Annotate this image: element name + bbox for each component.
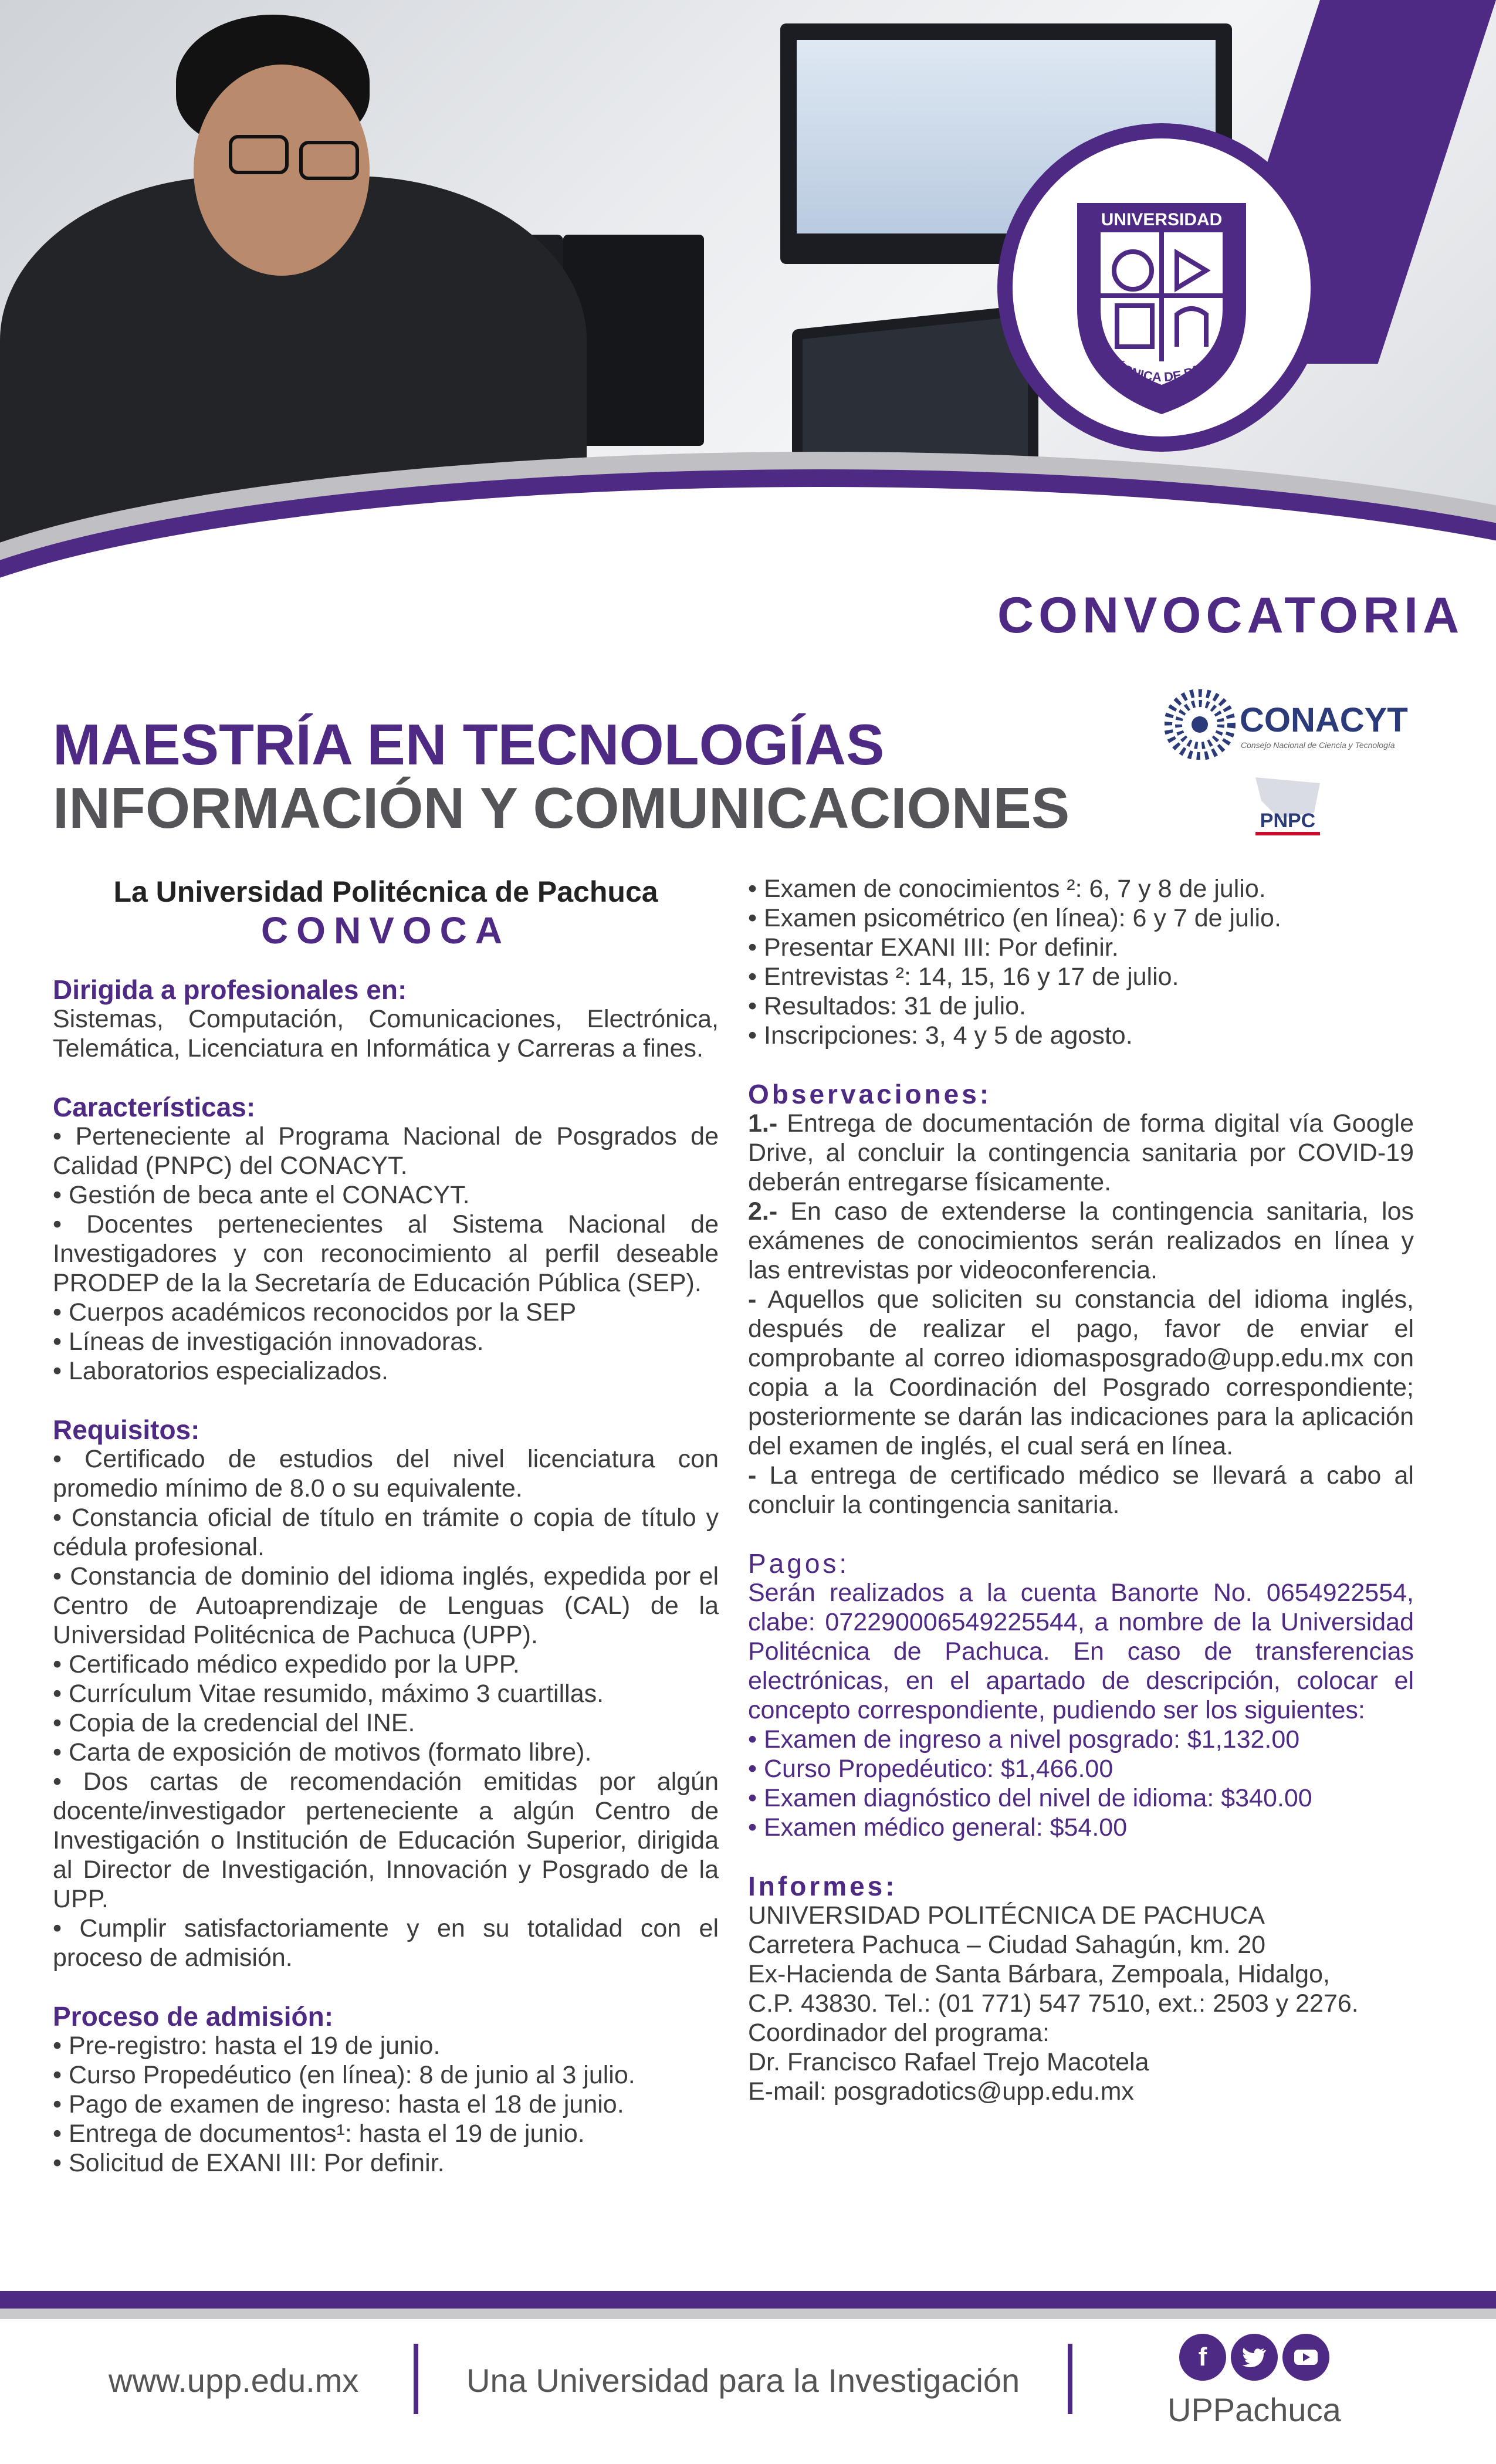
requisitos-heading: Requisitos:	[53, 1414, 200, 1445]
proceso-list	[53, 2031, 719, 2178]
hero-banner	[0, 0, 1496, 663]
facebook-icon[interactable]: f	[1179, 2334, 1226, 2381]
list-item: • Gestión de beca ante el CONACYT.	[53, 1181, 470, 1209]
observaciones-list	[748, 1109, 1414, 1519]
list-item: • Entrega de documentos¹: hasta el 19 de junio.	[53, 2120, 585, 2148]
list-item: • Docentes pertenecientes al Sistema Nacional de Investigadores y con reconocimiento al perfil deseable PRODEP de la la Secretaría de Educación Pública (SEP).	[53, 1210, 719, 1297]
list-item: • Examen de conocimientos ²: 6, 7 y 8 de julio.	[748, 875, 1266, 903]
svg-text:POLITÉCNICA DE PACHUCA: POLITÉCNICA DE PACHUCA	[1084, 336, 1240, 385]
list-item: • Curso Propedéutico: $1,466.00	[748, 1755, 1113, 1783]
list-item: • Solicitud de EXANI III: Por definir.	[53, 2149, 445, 2177]
list-item: • Curso Propedéutico (en línea): 8 de junio al 3 julio.	[53, 2061, 635, 2089]
list-item: • Entrevistas ²: 14, 15, 16 y 17 de julio.	[748, 963, 1179, 991]
list-item: • Cumplir satisfactoriamente y en su totalidad con el proceso de admisión.	[53, 1914, 719, 1972]
footer-bar	[0, 2291, 1496, 2309]
conacyt-label: CONACYT	[1240, 701, 1408, 739]
list-item: • Laboratorios especializados.	[53, 1357, 388, 1385]
footer-bar-gray	[0, 2309, 1496, 2319]
convocatoria-title: CONVOCATORIA	[997, 587, 1464, 644]
informes-line: UNIVERSIDAD POLITÉCNICA DE PACHUCA	[748, 1901, 1265, 1930]
list-item: • Examen psicométrico (en línea): 6 y 7 de julio.	[748, 904, 1281, 932]
dirigida-heading: Dirigida a profesionales en:	[53, 974, 407, 1005]
informes-line: Coordinador del programa:	[748, 2019, 1050, 2047]
list-item: • Examen de ingreso a nivel posgrado: $1,132.00	[748, 1725, 1300, 1754]
proceso-list-continued	[748, 874, 1414, 1050]
list-item: • Cuerpos académicos reconocidos por la SEP	[53, 1298, 577, 1326]
proceso-heading: Proceso de admisión:	[53, 2001, 334, 2032]
pnpc-logo	[1244, 771, 1332, 845]
informes-heading: Informes:	[748, 1871, 898, 1901]
footer-slogan: Una Universidad para la Investigación	[466, 2362, 1020, 2399]
dirigida-text: Sistemas, Computación, Comunicaciones, Electrónica, Telemática, Licenciatura en Informática y Carreras a fines.	[53, 1005, 719, 1062]
list-item: • Certificado médico expedido por la UPP.	[53, 1650, 520, 1678]
footer-divider	[414, 2344, 418, 2414]
svg-text:UNIVERSIDAD: UNIVERSIDAD	[1101, 210, 1223, 229]
list-item: • Carta de exposición de motivos (formato libre).	[53, 1738, 592, 1766]
youtube-icon[interactable]	[1282, 2334, 1329, 2381]
seal-emblem-icon	[1013, 138, 1311, 436]
footer-divider	[1068, 2344, 1072, 2414]
observaciones-heading: Observaciones:	[748, 1079, 992, 1109]
twitter-icon[interactable]	[1231, 2334, 1278, 2381]
list-item: • Constancia oficial de título en trámite o copia de título y cédula profesional.	[53, 1504, 719, 1561]
university-name: La Universidad Politécnica de Pachuca	[113, 875, 658, 908]
caracteristicas-list	[53, 1122, 719, 1386]
requisitos-list	[53, 1444, 719, 1972]
convoca-heading: CONVOCA	[260, 909, 511, 952]
program-title-line2: INFORMACIÓN Y COMUNICACIONES	[53, 776, 1070, 840]
list-item: • Resultados: 31 de julio.	[748, 992, 1027, 1020]
informes-line: Dr. Francisco Rafael Trejo Macotela	[748, 2048, 1149, 2076]
informes-line: Ex-Hacienda de Santa Bárbara, Zempoala, Hidalgo,	[748, 1960, 1330, 1988]
pnpc-label: PNPC	[1260, 810, 1316, 832]
pagos-heading: Pagos:	[748, 1548, 850, 1579]
program-title-line1: MAESTRÍA EN TECNOLOGÍAS	[53, 712, 885, 777]
pagos-text: Serán realizados a la cuenta Banorte No. 0654922554, clabe: 072290006549225544, a nombre de la Universidad Politécnica de Pachuca. En caso de transferencias electrónicas, en el apartado de descripción, colocar el concepto correspondiente, pudiendo ser los siguientes:	[748, 1579, 1414, 1724]
list-item: • Examen diagnóstico del nivel de idioma: $340.00	[748, 1784, 1312, 1812]
informes-line: Carretera Pachuca – Ciudad Sahagún, km. 20	[748, 1931, 1266, 1959]
list-item: • Pago de examen de ingreso: hasta el 18 de junio.	[53, 2090, 624, 2118]
program-title	[53, 713, 1069, 840]
informes-block	[748, 1901, 1414, 2106]
list-item: • Perteneciente al Programa Nacional de Posgrados de Calidad (PNPC) del CONACYT.	[53, 1122, 719, 1180]
list-item: • Certificado de estudios del nivel licenciatura con promedio mínimo de 8.0 o su equivalente.	[53, 1445, 719, 1502]
list-item: • Líneas de investigación innovadoras.	[53, 1328, 484, 1356]
footer-website-link[interactable]: www.upp.edu.mx	[109, 2362, 359, 2399]
caracteristicas-heading: Características:	[53, 1092, 256, 1122]
list-item: • Dos cartas de recomendación emitidas por algún docente/investigador perteneciente a algún Centro de Investigación o Institución de Educación Superior, dirigida al Director de Investigación, Innovación y Posgrado de la UPP.	[53, 1768, 719, 1913]
contact-email[interactable]: E-mail: posgradotics@upp.edu.mx	[748, 2077, 1134, 2106]
list-item: 1.- Entrega de documentación de forma digital vía Google Drive, al concluir la contingencia sanitaria por COVID-19 deberán entregarse físicamente.	[748, 1109, 1414, 1196]
conacyt-logo	[1165, 689, 1429, 760]
university-seal	[1013, 138, 1311, 436]
list-item: - Aquellos que soliciten su constancia del idioma inglés, después de realizar el pago, favor de enviar el comprobante al correo idiomasposgrado@upp.edu.mx con copia a la Coordinación del Posgrado correspondiente; posteriormente se darán las indicaciones para la aplicación del examen de inglés, el cual será en línea.	[748, 1285, 1414, 1460]
list-item: • Examen médico general: $54.00	[748, 1813, 1128, 1842]
list-item: • Currículum Vitae resumido, máximo 3 cuartillas.	[53, 1680, 604, 1708]
right-column	[748, 874, 1414, 2106]
list-item: 2.- En caso de extenderse la contingencia sanitaria, los exámenes de conocimientos serán realizados en línea y las entrevistas por videoconferencia.	[748, 1197, 1414, 1284]
list-item: • Presentar EXANI III: Por definir.	[748, 933, 1119, 962]
informes-line: C.P. 43830. Tel.: (01 771) 547 7510, ext.: 2503 y 2276.	[748, 1989, 1359, 2018]
list-item: • Pre-registro: hasta el 19 de junio.	[53, 2032, 441, 2060]
conacyt-sub: Consejo Nacional de Ciencia y Tecnología	[1241, 740, 1395, 750]
list-item: • Inscripciones: 3, 4 y 5 de agosto.	[748, 1021, 1133, 1050]
pagos-list	[748, 1725, 1414, 1842]
list-item: • Copia de la credencial del INE.	[53, 1709, 415, 1737]
social-handle[interactable]: UPPachuca	[1167, 2391, 1341, 2428]
left-column	[53, 874, 719, 2178]
list-item: • Constancia de dominio del idioma inglés, expedida por el Centro de Autoaprendizaje de Lenguas (CAL) de la Universidad Politécnica de Pachuca (UPP).	[53, 1562, 719, 1649]
list-item: - La entrega de certificado médico se llevará a cabo al concluir la contingencia sanitaria.	[748, 1461, 1414, 1519]
